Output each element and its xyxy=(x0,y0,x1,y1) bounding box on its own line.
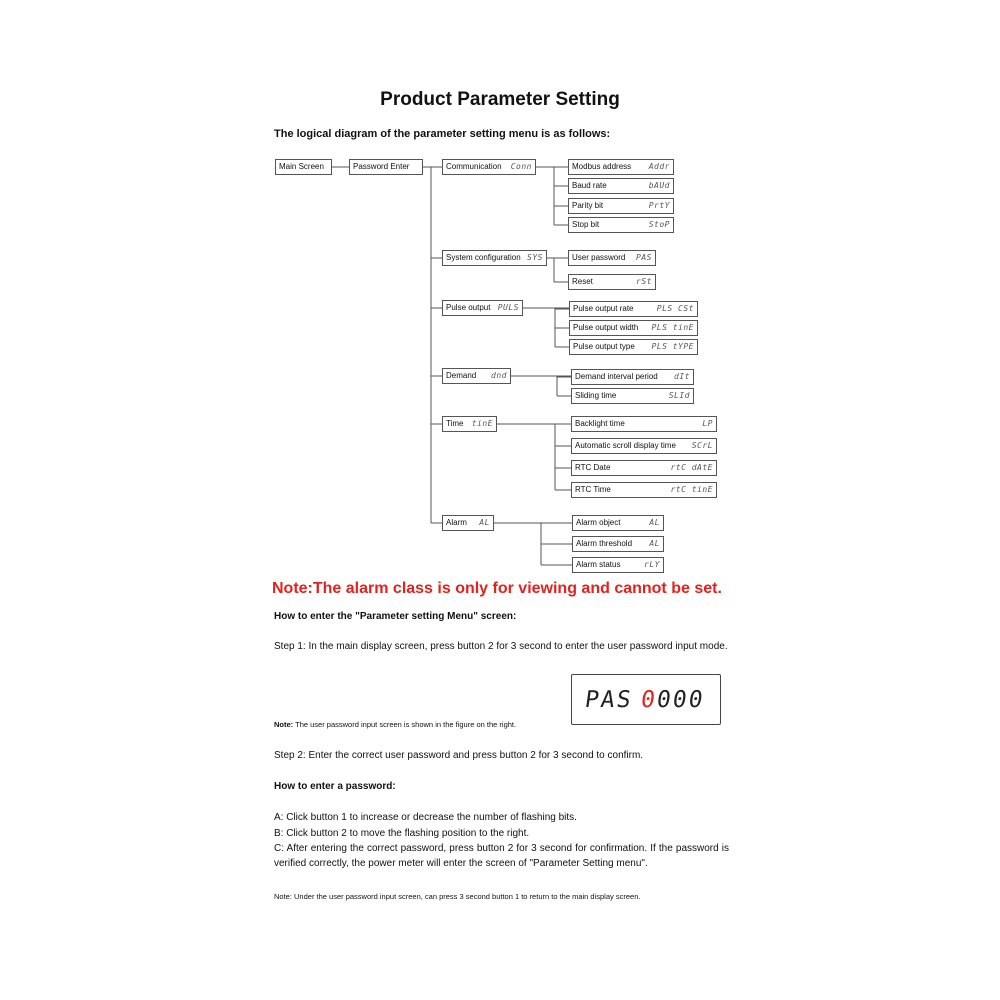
page-title: Product Parameter Setting xyxy=(380,89,620,110)
group-2-item-0-label: Pulse output rate xyxy=(573,304,634,313)
group-3 xyxy=(442,368,511,384)
section-heading-enter-menu: How to enter the "Parameter setting Menu" screen: xyxy=(274,611,517,622)
group-1 xyxy=(442,250,547,266)
lcd-password xyxy=(639,687,706,713)
group-5-item-1-code: AL xyxy=(649,539,660,548)
group-4-code: tinE xyxy=(471,419,493,428)
group-1-item-1-code: rSt xyxy=(636,277,652,286)
group-4-item-0-code: LP xyxy=(702,419,713,428)
group-2-item-1 xyxy=(569,320,698,336)
group-1-code: SYS xyxy=(527,253,543,262)
note-1 xyxy=(274,720,516,729)
group-4-label: Time xyxy=(446,419,464,428)
password-enter-label: Password Enter xyxy=(353,162,410,171)
group-5-item-0-code: AL xyxy=(649,518,660,527)
group-0-item-0 xyxy=(568,159,674,175)
group-2-item-0 xyxy=(569,301,698,317)
group-1-label: System configuration xyxy=(446,253,521,262)
item-b-text: B: Click button 2 to move the flashing position to the right. xyxy=(274,828,530,839)
group-4-item-1-code: SCrL xyxy=(691,441,713,450)
group-3-code: dnd xyxy=(491,371,507,380)
group-5-item-2-code: rLY xyxy=(644,560,660,569)
group-2-item-2-code: PLS tYPE xyxy=(651,342,694,351)
group-4 xyxy=(442,416,497,432)
group-0-item-2-label: Parity bit xyxy=(572,201,604,210)
lcd-remaining-digits: 000 xyxy=(655,687,707,713)
group-4-item-3-label: RTC Time xyxy=(575,485,611,494)
group-3-item-1-code: SLId xyxy=(668,391,690,400)
group-3-item-1-label: Sliding time xyxy=(575,391,617,400)
group-5-item-2-label: Alarm status xyxy=(576,560,621,569)
group-2-item-1-code: PLS tinE xyxy=(651,323,694,332)
main-screen-label: Main Screen xyxy=(279,162,324,171)
group-5-item-1-label: Alarm threshold xyxy=(576,539,633,548)
group-3-item-0-code: dIt xyxy=(674,372,690,381)
diagram-intro: The logical diagram of the parameter setting menu is as follows: xyxy=(274,128,611,140)
group-1-item-1-label: Reset xyxy=(572,277,593,286)
main-screen-box xyxy=(275,159,332,175)
group-2-code: PULS xyxy=(497,303,519,312)
group-5-item-0 xyxy=(572,515,664,531)
group-4-item-1 xyxy=(571,438,717,454)
group-5-code: AL xyxy=(479,518,490,527)
group-2-item-1-label: Pulse output width xyxy=(573,323,639,332)
group-3-item-0 xyxy=(571,369,694,385)
item-c-text: C: After entering the correct password, press button 2 for 3 second for confirmation. If the password is verified correctly, the power meter will enter the screen of "Parameter Setting menu". xyxy=(274,843,729,869)
group-3-item-0-label: Demand interval period xyxy=(575,372,658,381)
group-4-item-2 xyxy=(571,460,717,476)
group-5-item-2 xyxy=(572,557,664,573)
group-0-item-2 xyxy=(568,198,674,214)
group-2 xyxy=(442,300,523,316)
group-3-item-1 xyxy=(571,388,694,404)
group-2-item-2 xyxy=(569,339,698,355)
password-enter-box xyxy=(349,159,423,175)
group-0-code: Conn xyxy=(510,162,532,171)
section-heading-password: How to enter a password: xyxy=(274,781,396,792)
note-1-text: The user password input screen is shown in the figure on the right. xyxy=(293,720,517,729)
group-1-item-0 xyxy=(568,250,656,266)
group-1-item-0-label: User password xyxy=(572,253,626,262)
group-5-item-1 xyxy=(572,536,664,552)
group-1-item-0-code: PAS xyxy=(636,253,652,262)
group-0-item-2-code: PrtY xyxy=(648,201,670,210)
group-4-item-0-label: Backlight time xyxy=(575,419,625,428)
group-4-item-3-code: rtC tinE xyxy=(670,485,713,494)
group-4-item-2-label: RTC Date xyxy=(575,463,611,472)
group-5 xyxy=(442,515,494,531)
group-4-item-2-code: rtC dAtE xyxy=(670,463,713,472)
note-1-label: Note: xyxy=(274,720,294,729)
group-5-label: Alarm xyxy=(446,518,467,527)
alarm-note: Note:The alarm class is only for viewing and cannot be set. xyxy=(272,580,722,597)
group-0-item-3-label: Stop bit xyxy=(572,220,600,229)
group-4-item-3 xyxy=(571,482,717,498)
group-0-item-0-label: Modbus address xyxy=(572,162,632,171)
group-0-item-3 xyxy=(568,217,674,233)
lcd-display xyxy=(571,674,721,725)
lcd-flashing-digit: 0 xyxy=(639,687,659,713)
group-0-label: Communication xyxy=(446,162,502,171)
group-3-label: Demand xyxy=(446,371,477,380)
group-4-item-0 xyxy=(571,416,717,432)
step-1-text: Step 1: In the main display screen, press button 2 for 3 second to enter the user password input mode. xyxy=(274,641,728,652)
group-4-item-1-label: Automatic scroll display time xyxy=(575,441,676,450)
group-0-item-1 xyxy=(568,178,674,194)
item-a-text: A: Click button 1 to increase or decrease the number of flashing bits. xyxy=(274,812,577,823)
note-2: Note: Under the user password input screen, can press 3 second button 1 to return to the main display screen. xyxy=(274,892,641,901)
group-2-item-0-code: PLS CSt xyxy=(656,304,694,313)
group-2-item-2-label: Pulse output type xyxy=(573,342,635,351)
group-0-item-1-code: bAUd xyxy=(648,181,670,190)
group-0-item-1-label: Baud rate xyxy=(572,181,607,190)
group-5-item-0-label: Alarm object xyxy=(576,518,621,527)
group-0 xyxy=(442,159,536,175)
lcd-prefix: PAS xyxy=(583,687,635,713)
step-2-text: Step 2: Enter the correct user password and press button 2 for 3 second to confirm. xyxy=(274,750,644,761)
group-0-item-3-code: StoP xyxy=(648,220,670,229)
group-1-item-1 xyxy=(568,274,656,290)
group-0-item-0-code: Addr xyxy=(648,162,670,171)
group-2-label: Pulse output xyxy=(446,303,491,312)
